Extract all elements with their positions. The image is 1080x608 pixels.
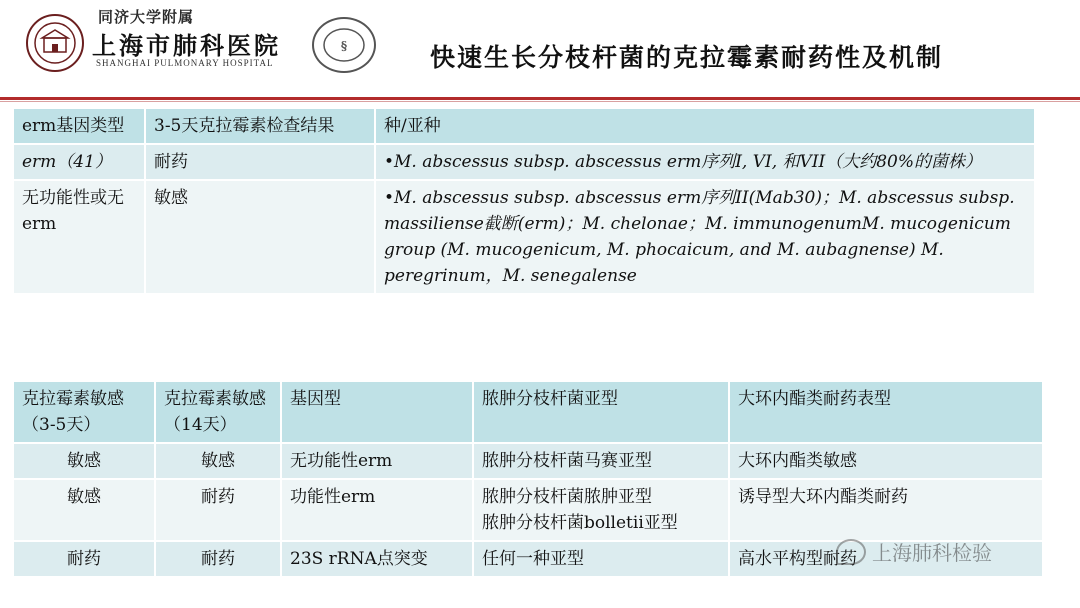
table-cell: 诱导型大环内酯类耐药 [730,480,1042,540]
table-header-cell: 基因型 [282,382,472,442]
table-row [14,444,1042,478]
wechat-icon [836,539,866,565]
table-cell: 无功能性erm [282,444,472,478]
watermark [836,537,992,566]
header-divider-thin [0,101,1080,102]
table-cell: 脓肿分枝杆菌脓肿亚型 脓肿分枝杆菌bolletii亚型 [474,480,728,540]
table-cell: 高水平构型耐药 [730,542,1042,576]
table-cell: 大环内酯类敏感 [730,444,1042,478]
table-cell: 脓肿分枝杆菌马赛亚型 [474,444,728,478]
table-header-row [14,109,1034,143]
logo-affiliation: 同济大学附属 [98,8,195,26]
building-icon [32,20,78,66]
table-cell: 无功能性或无erm [14,181,144,293]
table-header-cell: 大环内酯类耐药表型 [730,382,1042,442]
table-header-cell: erm基因类型 [14,109,144,143]
table-cell: 23S rRNA点突变 [282,542,472,576]
table-cell: 敏感 [146,181,374,293]
header-divider [0,97,1080,100]
table-header-cell: 脓肿分枝杆菌亚型 [474,382,728,442]
table-cell: 耐药 [156,542,280,576]
table-row [14,181,1034,293]
table-header-row [14,382,1042,442]
svg-text:§: § [340,39,348,53]
slide-header [0,0,1080,96]
erm-gene-table [12,107,1036,295]
table-row [14,145,1034,179]
table-header-cell: 克拉霉素敏感（3-5天） [14,382,154,442]
logo-english-name: SHANGHAI PULMONARY HOSPITAL [96,58,274,68]
university-seal-icon [312,17,376,73]
logo-hospital-name: 上海市肺科医院 [92,31,281,60]
watermark-text: 上海肺科检验 [872,541,992,565]
table-cell: •M. abscessus subsp. abscessus erm序列II(Mab30)；M. abscessus subsp. massiliense截断(erm)；M. chelonae；M. immunogenumM. mucogenicum group (M. mucogenicum, M. phocaicum, and M. aubagnense) M. peregrinum，M. senegalense [376,181,1034,293]
table-cell: •M. abscessus subsp. abscessus erm序列I, VI, 和VII（大约80%的菌株） [376,145,1034,179]
table-row [14,480,1042,540]
table-cell: 耐药 [146,145,374,179]
table-header-cell: 种/亚种 [376,109,1034,143]
table-cell: 敏感 [14,444,154,478]
slide-title: 快速生长分枝杆菌的克拉霉素耐药性及机制 [430,43,944,72]
table-cell: erm（41） [14,145,144,179]
table-cell: 功能性erm [282,480,472,540]
table-cell: 耐药 [14,542,154,576]
table-cell: 任何一种亚型 [474,542,728,576]
hospital-logo [26,14,84,72]
table-header-cell: 克拉霉素敏感（14天） [156,382,280,442]
table-header-cell: 3-5天克拉霉素检查结果 [146,109,374,143]
table-cell: 敏感 [156,444,280,478]
table-cell: 敏感 [14,480,154,540]
table-cell: 耐药 [156,480,280,540]
